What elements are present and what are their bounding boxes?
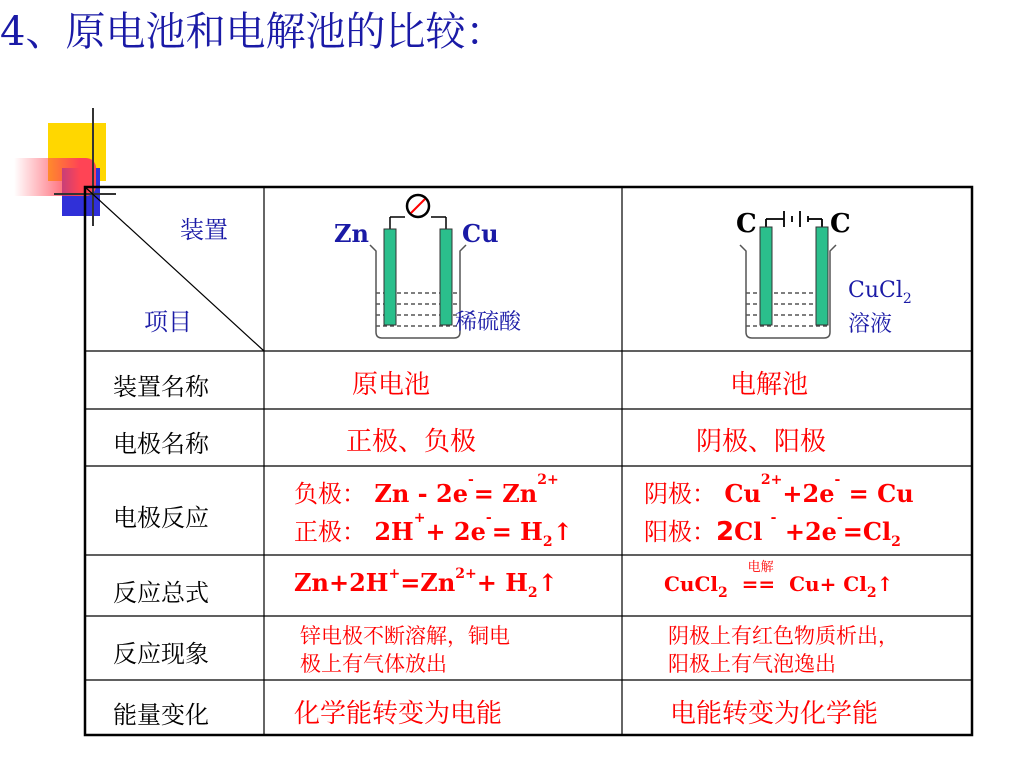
row-label-electrode-name: 电极名称 [113, 430, 209, 458]
row-label-phenomenon: 反应现象 [113, 640, 209, 668]
positive-electrode-label: 正极： [294, 518, 366, 546]
zn-electrode [384, 229, 396, 325]
dilute-sulfuric-acid-label: 稀硫酸 [455, 310, 522, 335]
energy-electrolytic: 电能转变为化学能 [670, 699, 879, 729]
phenomenon-electrolytic-line2: 阳极上有气泡逸出 [668, 652, 836, 676]
electrode-name-electrolytic: 阴极、阳极 [696, 427, 827, 457]
electrolytic-anode-reaction: 阳极：2Cl $^- +2e^-=Cl_2$ [644, 510, 901, 550]
phenomenon-galvanic-line1: 锌电极不断溶解，铜电 [300, 624, 510, 648]
cu-electrode [440, 229, 452, 325]
electrolysis-condition: 电解 [747, 560, 774, 575]
row-label-electrode-reaction: 电极反应 [113, 504, 209, 532]
overall-galvanic-equation: $Zn+2H^+=Zn^{2+}+$ $H_2↑$ [294, 566, 558, 601]
electrolytic-cell-diagram [622, 187, 972, 351]
electrode-name-galvanic: 正极、负极 [346, 427, 477, 457]
galvanic-wire [390, 217, 446, 229]
carbon-label-right: C [830, 209, 851, 239]
carbon-label-left: C [736, 209, 757, 239]
header-device-label: 装置 [180, 216, 228, 244]
galvanic-negative-reaction: 负极： $Zn - 2e^-= Zn^{2+}$ [294, 472, 559, 508]
row-label-energy: 能量变化 [113, 701, 209, 729]
cucl2-solution-word: 溶液 [848, 312, 893, 337]
galvanic-cell-diagram [264, 187, 622, 351]
negative-electrode-label: 负极： [294, 480, 366, 508]
zn-label: Zn [334, 219, 369, 248]
phenomenon-galvanic-line2: 极上有气体放出 [300, 652, 447, 676]
cathode-label: 阴极： [644, 480, 716, 508]
device-name-galvanic: 原电池 [352, 370, 431, 400]
device-name-electrolytic: 电解池 [730, 370, 809, 400]
galvanic-positive-reaction: 正极： $2H^++ 2e^-= H_2↑$ [294, 510, 573, 550]
cucl2-solution-formula: CuCl$_2$ [848, 278, 912, 307]
energy-galvanic: 化学能转变为电能 [294, 699, 503, 729]
carbon-electrode-right [816, 227, 828, 325]
anode-label: 阳极： [644, 518, 716, 546]
row-label-overall-reaction: 反应总式 [113, 579, 209, 607]
electrolytic-cathode-reaction: 阴极： $Cu^{2+}+2e^- = Cu$ [644, 472, 914, 508]
cu-label: Cu [462, 219, 499, 248]
row-label-device-name: 装置名称 [113, 373, 209, 401]
carbon-electrode-left [760, 227, 772, 325]
galvanometer-icon [407, 195, 429, 217]
header-item-label: 项目 [144, 308, 192, 336]
overall-electrolytic-equation: CuCl$_2$ 电解 == $Cu+ Cl_2↑$ [664, 572, 893, 596]
battery-icon [766, 211, 822, 227]
phenomenon-electrolytic-line1: 阴极上有红色物质析出， [668, 624, 899, 648]
page-title: 4、原电池和电解池的比较： [0, 9, 506, 55]
